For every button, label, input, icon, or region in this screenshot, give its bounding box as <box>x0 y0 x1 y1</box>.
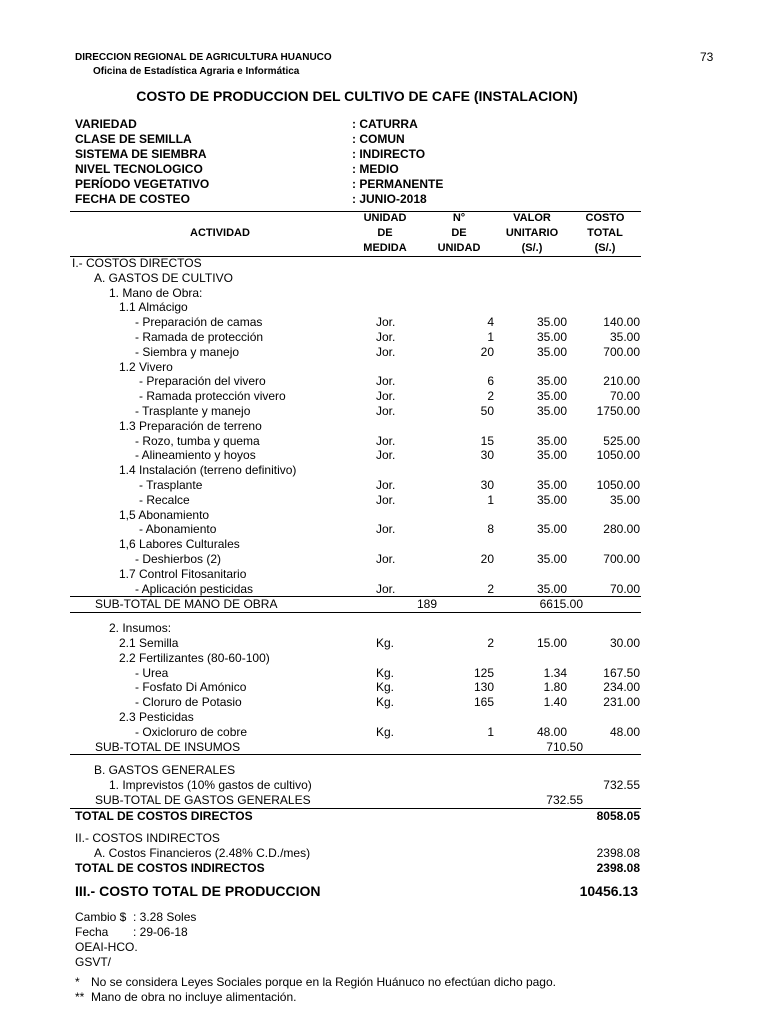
row-total: 700.00 <box>603 344 640 359</box>
row-unit-price: 35.00 <box>536 448 567 463</box>
table-row <box>0 404 768 419</box>
row-total: 6615.00 <box>539 597 583 612</box>
row-label: - Oxicloruro de cobre <box>135 724 248 739</box>
row-label: - Alineamiento y hoyos <box>135 448 256 463</box>
footer-key: OEAI-HCO. <box>75 940 138 954</box>
row-total: 30.00 <box>609 635 640 650</box>
row-total: 1050.00 <box>596 477 640 492</box>
table-row <box>0 537 768 552</box>
row-label: 2.2 Fertilizantes (80-60-100) <box>119 650 270 665</box>
table-row <box>0 763 768 778</box>
row-label: 1.4 Instalación (terreno definitivo) <box>119 463 297 478</box>
row-unit-price: 15.00 <box>536 635 567 650</box>
row-total: 1750.00 <box>596 403 640 418</box>
table-row <box>0 621 768 636</box>
table-row <box>0 315 768 330</box>
row-unit: Jor. <box>376 315 396 330</box>
row-unit: Jor. <box>376 492 396 507</box>
footer-value: : 29-06-18 <box>133 925 188 939</box>
info-value: : JUNIO-2018 <box>352 192 427 206</box>
table-row <box>0 680 768 695</box>
note-mark: * <box>75 975 80 989</box>
row-label: 1. Imprevistos (10% gastos de cultivo) <box>109 778 312 793</box>
row-unit: Kg. <box>376 724 395 739</box>
row-quantity: 8 <box>487 522 494 537</box>
row-label: - Urea <box>135 665 169 680</box>
row-total: 2398.08 <box>596 861 640 876</box>
row-label: SUB-TOTAL DE INSUMOS <box>95 739 241 754</box>
row-label: - Preparación de camas <box>135 315 263 330</box>
row-total: 280.00 <box>603 522 640 537</box>
info-key: CLASE DE SEMILLA <box>75 132 192 146</box>
spacer <box>0 613 768 621</box>
row-total: 1050.00 <box>596 448 640 463</box>
note-line <box>75 975 556 990</box>
row-label: B. GASTOS GENERALES <box>94 763 236 778</box>
col-valor: VALOR UNITARIO (S/.) <box>505 212 559 254</box>
table-row <box>0 666 768 681</box>
row-quantity: 165 <box>473 695 494 710</box>
row-label: - Aplicación pesticidas <box>135 581 254 596</box>
footer-key: GSVT/ <box>75 955 112 969</box>
footer-value: : 3.28 Soles <box>133 910 197 924</box>
row-label: 1,6 Labores Culturales <box>119 537 240 552</box>
col-unidad: UNIDAD DE MEDIDA <box>363 212 407 254</box>
table-row <box>0 448 768 463</box>
row-unit: Jor. <box>376 374 396 389</box>
col-actividad: ACTIVIDAD <box>190 227 250 239</box>
footer-key: Fecha <box>75 925 109 939</box>
row-quantity: 1 <box>487 329 494 344</box>
row-unit: Jor. <box>376 329 396 344</box>
table-row <box>0 271 768 286</box>
table-row <box>0 374 768 389</box>
row-total: 35.00 <box>609 492 640 507</box>
row-quantity: 6 <box>487 374 494 389</box>
footer-key: Cambio $ <box>75 910 127 924</box>
row-label: SUB-TOTAL DE MANO DE OBRA <box>95 597 278 612</box>
row-unit: Kg. <box>376 695 395 710</box>
spacer <box>0 755 768 763</box>
table-row <box>0 710 768 725</box>
footer-block <box>75 910 196 970</box>
footer-line <box>75 910 196 925</box>
row-unit: Jor. <box>376 433 396 448</box>
note-text: No se considera Leyes Sociales porque en la Región Huánuco no efectúan dicho pago. <box>91 975 556 989</box>
info-value: : INDIRECTO <box>352 147 426 161</box>
row-total: 525.00 <box>603 433 640 448</box>
row-label: TOTAL DE COSTOS DIRECTOS <box>75 808 253 823</box>
info-value: : PERMANENTE <box>352 177 444 191</box>
row-unit-price: 35.00 <box>536 374 567 389</box>
row-unit-price: 1.40 <box>543 695 567 710</box>
crop-info-block <box>75 117 443 207</box>
row-total: 710.50 <box>546 739 583 754</box>
table-row <box>0 389 768 404</box>
col-costo: COSTO TOTAL (S/.) <box>585 212 625 254</box>
row-total: 140.00 <box>603 315 640 330</box>
info-key: PERÍODO VEGETATIVO <box>75 177 210 191</box>
row-total: 70.00 <box>609 581 640 596</box>
table-row <box>0 846 768 861</box>
page-title: COSTO DE PRODUCCION DEL CULTIVO DE CAFE (INSTALACION) <box>136 88 578 104</box>
row-label: - Abonamiento <box>139 522 217 537</box>
table-top-rule <box>70 211 641 212</box>
table-row <box>0 508 768 523</box>
subtotal-row <box>70 793 641 809</box>
table-row <box>0 831 768 846</box>
row-quantity: 125 <box>473 665 494 680</box>
info-key: SISTEMA DE SIEMBRA <box>75 147 207 161</box>
row-quantity: 2 <box>487 635 494 650</box>
page-number: 73 <box>700 50 714 64</box>
row-unit-price: 35.00 <box>536 492 567 507</box>
info-key: VARIEDAD <box>75 117 137 131</box>
table-row <box>0 478 768 493</box>
row-unit-price: 35.00 <box>536 477 567 492</box>
table-row <box>0 300 768 315</box>
row-quantity: 1 <box>487 492 494 507</box>
row-label: A. Costos Financieros (2.48% C.D./mes) <box>94 846 311 861</box>
row-unit-price: 35.00 <box>536 389 567 404</box>
row-total: 732.55 <box>603 778 640 793</box>
table-header <box>75 211 641 257</box>
row-label: - Recalce <box>139 492 190 507</box>
info-row <box>75 192 443 207</box>
row-label: 1.3 Preparación de terreno <box>119 418 262 433</box>
table-row <box>0 567 768 582</box>
row-unit-price: 35.00 <box>536 315 567 330</box>
row-quantity: 50 <box>480 403 494 418</box>
info-value: : MEDIO <box>352 162 399 176</box>
grand-total-value: 10456.13 <box>579 883 638 899</box>
row-label: - Preparación del vivero <box>139 374 266 389</box>
row-total: 8058.05 <box>596 808 640 823</box>
row-total: 234.00 <box>603 680 640 695</box>
row-unit-price: 1.80 <box>543 680 567 695</box>
row-unit-price: 35.00 <box>536 329 567 344</box>
info-row <box>75 162 443 177</box>
row-label: 1. Mano de Obra: <box>109 285 203 300</box>
row-label: - Rozo, tumba y quema <box>135 433 260 448</box>
row-label: SUB-TOTAL DE GASTOS GENERALES <box>95 792 311 807</box>
table-row <box>0 522 768 537</box>
footer-line <box>75 940 196 955</box>
row-unit: Jor. <box>376 389 396 404</box>
table-row <box>0 256 768 271</box>
row-label: I.- COSTOS DIRECTOS <box>72 256 202 270</box>
row-quantity: 2 <box>487 581 494 596</box>
table-row <box>0 778 768 793</box>
row-label: - Deshierbos (2) <box>135 551 222 566</box>
table-row <box>0 330 768 345</box>
row-unit: Kg. <box>376 635 395 650</box>
row-label: 1.7 Control Fitosanitario <box>119 566 247 581</box>
table-row <box>0 695 768 710</box>
table-row <box>0 636 768 651</box>
row-label: 2. Insumos: <box>109 621 172 636</box>
row-total: 48.00 <box>609 724 640 739</box>
row-unit-price: 35.00 <box>536 433 567 448</box>
table-row <box>0 809 768 824</box>
row-total: 231.00 <box>603 695 640 710</box>
row-total: 167.50 <box>603 665 640 680</box>
row-total: 2398.08 <box>596 846 640 861</box>
info-value: : COMUN <box>352 132 405 146</box>
row-unit-price: 35.00 <box>536 581 567 596</box>
row-label: - Cloruro de Potasio <box>135 695 242 710</box>
table-row <box>0 552 768 567</box>
row-quantity: 1 <box>487 724 494 739</box>
info-row <box>75 147 443 162</box>
row-label: 2.1 Semilla <box>119 635 179 650</box>
row-label: - Trasplante <box>139 477 203 492</box>
table-row <box>70 582 641 598</box>
footer-line <box>75 955 196 970</box>
row-label: 1,5 Abonamiento <box>119 507 210 522</box>
grand-total-label: III.- COSTO TOTAL DE PRODUCCION <box>75 883 321 899</box>
row-unit: Kg. <box>376 680 395 695</box>
subtotal-row <box>70 597 641 613</box>
row-quantity: 189 <box>416 597 437 612</box>
table-row <box>0 463 768 478</box>
row-total: 70.00 <box>609 389 640 404</box>
row-unit: Jor. <box>376 344 396 359</box>
subtotal-row <box>70 740 641 756</box>
row-unit-price: 35.00 <box>536 551 567 566</box>
table-row <box>0 286 768 301</box>
row-label: - Siembra y manejo <box>135 344 240 359</box>
table-row <box>0 861 768 876</box>
row-label: - Fosfato Di Amónico <box>135 680 247 695</box>
table-row <box>0 360 768 375</box>
info-key: NIVEL TECNOLOGICO <box>75 162 203 176</box>
info-row <box>75 117 443 132</box>
row-quantity: 30 <box>480 477 494 492</box>
row-label: - Ramada protección vivero <box>139 389 286 404</box>
note-text: Mano de obra no incluye alimentación. <box>91 990 297 1004</box>
row-unit: Jor. <box>376 448 396 463</box>
notes-block <box>75 975 556 1005</box>
col-numero: N° DE UNIDAD <box>437 212 481 254</box>
row-label: 1.2 Vivero <box>119 359 173 374</box>
row-unit: Jor. <box>376 403 396 418</box>
row-label: - Ramada de protección <box>135 329 264 344</box>
row-total: 210.00 <box>603 374 640 389</box>
row-quantity: 4 <box>487 315 494 330</box>
table-row <box>0 725 768 740</box>
row-unit-price: 35.00 <box>536 403 567 418</box>
row-label: TOTAL DE COSTOS INDIRECTOS <box>75 861 265 876</box>
info-row <box>75 177 443 192</box>
table-row <box>0 419 768 434</box>
row-unit-price: 48.00 <box>536 724 567 739</box>
row-quantity: 15 <box>480 433 494 448</box>
row-label: II.- COSTOS INDIRECTOS <box>75 831 220 846</box>
row-total: 35.00 <box>609 329 640 344</box>
info-value: : CATURRA <box>352 117 418 131</box>
table-row <box>0 434 768 449</box>
note-line <box>75 990 556 1005</box>
cost-table-body <box>0 256 768 876</box>
row-unit: Kg. <box>376 665 395 680</box>
table-row <box>0 345 768 360</box>
row-quantity: 130 <box>473 680 494 695</box>
row-label: 2.3 Pesticidas <box>119 709 194 724</box>
row-unit: Jor. <box>376 477 396 492</box>
row-quantity: 20 <box>480 551 494 566</box>
table-row <box>0 493 768 508</box>
row-quantity: 30 <box>480 448 494 463</box>
row-quantity: 20 <box>480 344 494 359</box>
row-label: 1.1 Almácigo <box>119 300 188 315</box>
row-unit-price: 35.00 <box>536 344 567 359</box>
table-row <box>0 651 768 666</box>
row-quantity: 2 <box>487 389 494 404</box>
row-unit: Jor. <box>376 581 396 596</box>
footer-line <box>75 925 196 940</box>
info-key: FECHA DE COSTEO <box>75 192 190 206</box>
spacer <box>0 823 768 831</box>
org-name: DIRECCION REGIONAL DE AGRICULTURA HUANUCO <box>75 52 332 63</box>
grand-total <box>75 883 641 899</box>
row-total: 732.55 <box>546 792 583 807</box>
row-total: 700.00 <box>603 551 640 566</box>
row-unit: Jor. <box>376 522 396 537</box>
row-label: - Trasplante y manejo <box>135 403 251 418</box>
row-unit-price: 35.00 <box>536 522 567 537</box>
info-row <box>75 132 443 147</box>
row-label: A. GASTOS DE CULTIVO <box>94 270 233 285</box>
office-name: Oficina de Estadística Agraria e Informática <box>93 66 300 77</box>
note-mark: ** <box>75 990 85 1004</box>
row-unit: Jor. <box>376 551 396 566</box>
row-unit-price: 1.34 <box>543 665 567 680</box>
